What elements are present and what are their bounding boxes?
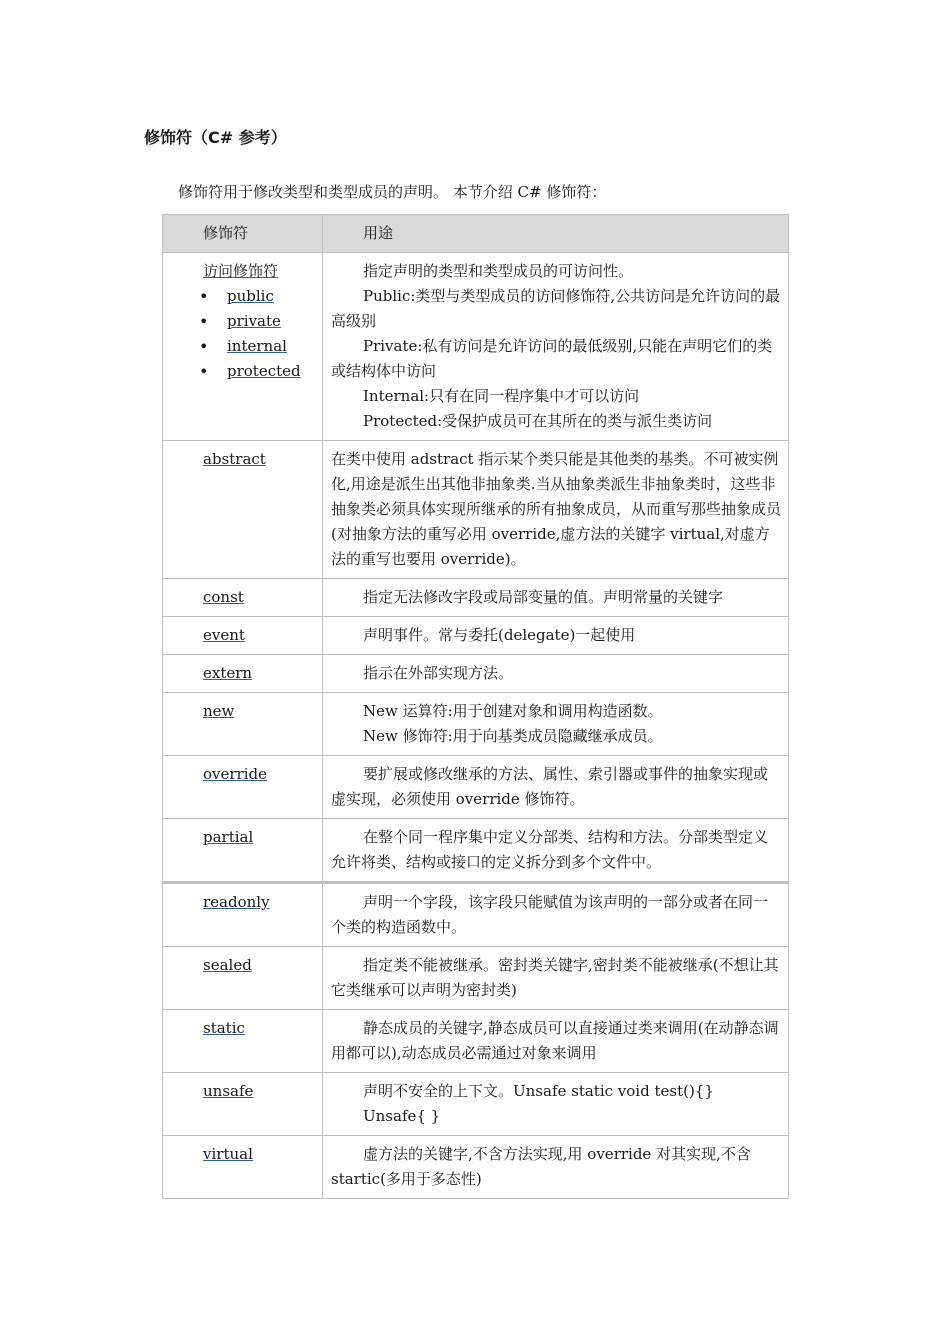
table-row-sealed	[163, 947, 789, 1010]
list-item	[227, 334, 322, 359]
desc-line: 声明事件。常与委托(delegate)一起使用	[363, 626, 636, 644]
access-modifier-desc	[323, 253, 789, 441]
list-item	[227, 309, 322, 334]
override-link[interactable]: override	[203, 765, 267, 783]
virtual-link[interactable]: virtual	[203, 1145, 253, 1163]
modifier-cell	[163, 756, 323, 819]
usage-cell	[323, 441, 789, 579]
desc-line: Private:私有访问是允许访问的最低级别,只能在声明它们的类或结构体中访问	[331, 337, 773, 380]
desc-line: 要扩展或修改继承的方法、属性、索引器或事件的抽象实现或虚实现，必须使用 override 修饰符。	[331, 765, 769, 808]
usage-cell	[323, 947, 789, 1010]
access-modifier-list	[203, 284, 322, 384]
table-row-const	[163, 579, 789, 617]
partial-link[interactable]: partial	[203, 828, 254, 846]
desc-line: 静态成员的关键字,静态成员可以直接通过类来调用(在动静态调用都可以),动态成员必需通过对象来调用	[331, 1019, 779, 1062]
modifier-cell	[163, 819, 323, 883]
modifier-cell	[163, 947, 323, 1010]
modifier-cell	[163, 579, 323, 617]
modifier-cell	[163, 1136, 323, 1199]
page-title: 修饰符（C# 参考）	[144, 128, 287, 147]
intro-text: 修饰符用于修改类型和类型成员的声明。 本节介绍 C# 修饰符：	[178, 183, 607, 201]
extern-link[interactable]: extern	[203, 664, 253, 682]
const-link[interactable]: const	[203, 588, 244, 606]
usage-cell	[323, 1073, 789, 1136]
desc-line: New 修饰符:用于向基类成员隐藏继承成员。	[363, 727, 663, 745]
header-usage: 用途	[323, 215, 789, 253]
list-item	[227, 359, 322, 384]
table-header-row	[163, 215, 789, 253]
protected-link[interactable]: protected	[227, 362, 301, 380]
modifier-cell	[163, 655, 323, 693]
desc-line: 声明一个字段，该字段只能赋值为该声明的一部分或者在同一个类的构造函数中。	[331, 893, 769, 936]
internal-link[interactable]: internal	[227, 337, 287, 355]
usage-cell	[323, 655, 789, 693]
table-row-new	[163, 693, 789, 756]
table-row-partial	[163, 819, 789, 883]
list-item	[227, 284, 322, 309]
usage-cell	[323, 819, 789, 883]
new-link[interactable]: new	[203, 702, 235, 720]
modifier-cell	[163, 1073, 323, 1136]
header-modifier: 修饰符	[163, 215, 323, 253]
static-link[interactable]: static	[203, 1019, 245, 1037]
table-row-readonly	[163, 883, 789, 947]
table-row-override	[163, 756, 789, 819]
table-row-event	[163, 617, 789, 655]
table-row-abstract	[163, 441, 789, 579]
modifier-cell	[163, 441, 323, 579]
usage-cell	[323, 579, 789, 617]
table-row-access	[163, 253, 789, 441]
modifier-cell	[163, 883, 323, 947]
usage-cell	[323, 1136, 789, 1199]
usage-cell	[323, 617, 789, 655]
modifiers-table	[162, 214, 789, 1199]
desc-line: 指定声明的类型和类型成员的可访问性。	[363, 262, 634, 280]
desc-line: Public:类型与类型成员的访问修饰符,公共访问是允许访问的最高级别	[331, 287, 781, 330]
table-row-virtual	[163, 1136, 789, 1199]
desc-line: 指定类不能被继承。密封类关键字,密封类不能被继承(不想让其它类继承可以声明为密封类)	[331, 956, 779, 999]
abstract-link[interactable]: abstract	[203, 450, 266, 468]
public-link[interactable]: public	[227, 287, 274, 305]
desc-line: 指定无法修改字段或局部变量的值。声明常量的关键字	[363, 588, 724, 606]
desc-line: 在类中使用 adstract 指示某个类只能是其他类的基类。不可被实例化,用途是派生出其他非抽象类.当从抽象类派生非抽象类时，这些非抽象类必须具体实现所继承的所有抽象成员，从而重写那些抽象成员(对抽象方法的重写必用 override,虚方法的关键字 virtual,对虚方法的重写也要用 override)。	[331, 450, 782, 568]
desc-line: 在整个同一程序集中定义分部类、结构和方法。分部类型定义允许将类、结构或接口的定义拆分到多个文件中。	[331, 828, 769, 871]
desc-line: 虚方法的关键字,不含方法实现,用 override 对其实现,不含startic(多用于多态性)	[331, 1145, 751, 1188]
desc-line: 指示在外部实现方法。	[363, 664, 514, 682]
desc-line: 声明不安全的上下文。Unsafe static void test(){}	[363, 1082, 714, 1100]
access-modifier-cell	[163, 253, 323, 441]
table-row-extern	[163, 655, 789, 693]
usage-cell	[323, 693, 789, 756]
unsafe-link[interactable]: unsafe	[203, 1082, 254, 1100]
modifier-cell	[163, 617, 323, 655]
desc-line: Protected:受保护成员可在其所在的类与派生类访问	[363, 412, 713, 430]
event-link[interactable]: event	[203, 626, 245, 644]
table-row-unsafe	[163, 1073, 789, 1136]
readonly-link[interactable]: readonly	[203, 893, 270, 911]
desc-line: New 运算符:用于创建对象和调用构造函数。	[363, 702, 663, 720]
modifier-cell	[163, 1010, 323, 1073]
table-row-static	[163, 1010, 789, 1073]
access-modifiers-link[interactable]: 访问修饰符	[203, 262, 279, 280]
usage-cell	[323, 756, 789, 819]
usage-cell	[323, 1010, 789, 1073]
sealed-link[interactable]: sealed	[203, 956, 252, 974]
desc-line: Internal:只有在同一程序集中才可以访问	[363, 387, 640, 405]
modifier-cell	[163, 693, 323, 756]
desc-line: Unsafe{ }	[363, 1107, 441, 1125]
private-link[interactable]: private	[227, 312, 281, 330]
usage-cell	[323, 883, 789, 947]
